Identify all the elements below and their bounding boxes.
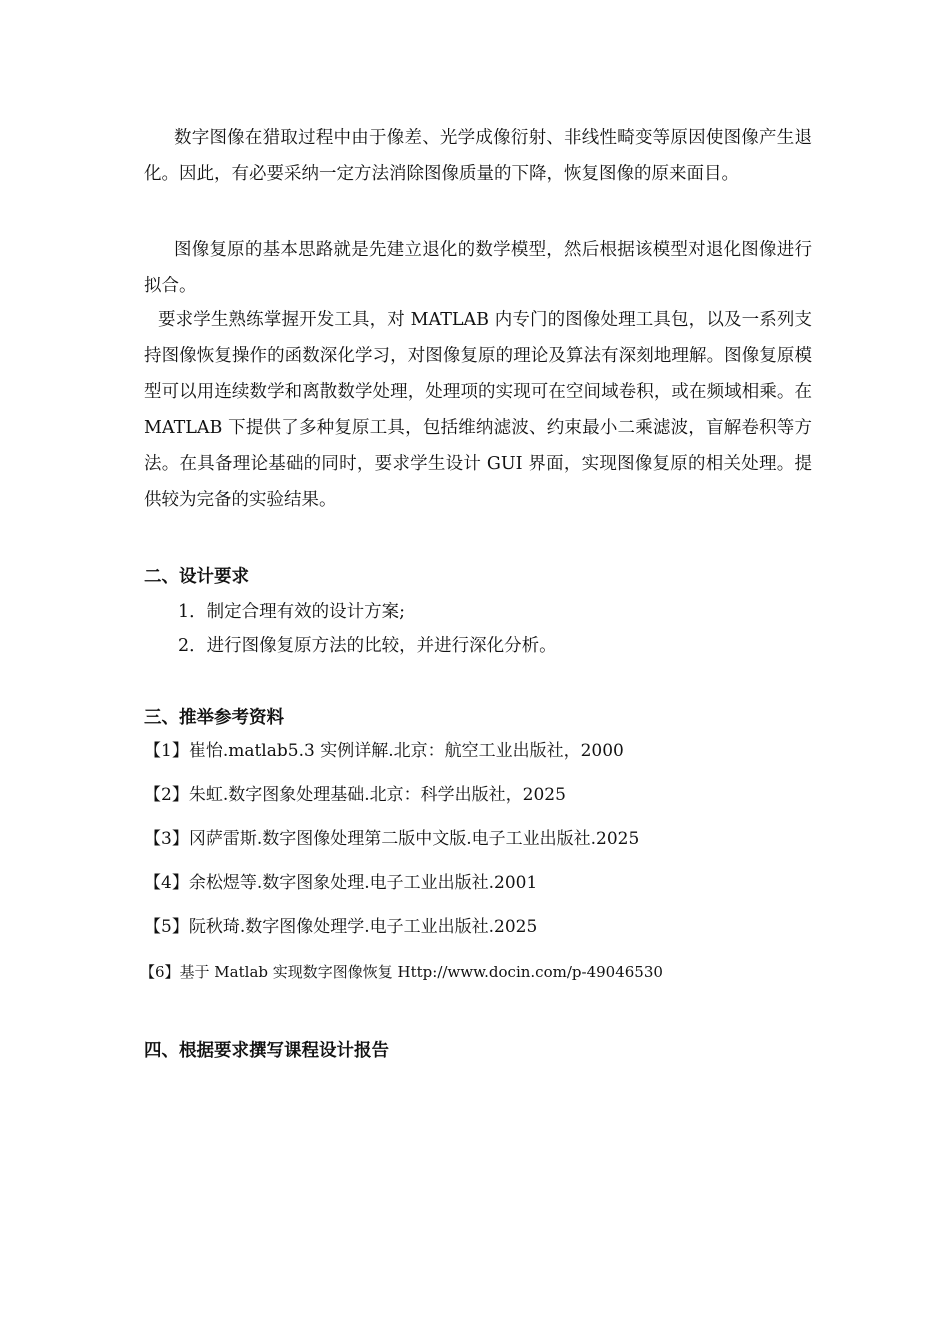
reference-item-6: 【6】基于 Matlab 实现数字图像恢复 Http://www.docin.com/p-49046530 [140, 963, 663, 981]
reference-item-1: 【1】崔怡.matlab5.3 实例详解.北京：航空工业出版社，2000 [144, 741, 624, 761]
intro-paragraph-3: 要求学生熟练掌握开发工具，对 MATLAB 内专门的图像处理工具包，以及一系列支持图像恢复操作的函数深化学习，对图像复原的理论及算法有深刻地理解。图像复原模型可以用连续数学和离散数学处理，处理项的实现可在空间域卷积，或在频域相乘。在 MATLAB 下提供了多种复原工具，包括维纳滤波、约束最小二乘滤波，盲解卷积等方法。在具备理论基础的同时，要求学生设计 GUI 界面，实现图像复原的相关处理。提供较为完备的实验结果。 [144, 310, 812, 510]
intro-paragraph-2: 图像复原的基本思路就是先建立退化的数学模型，然后根据该模型对退化图像进行拟合。 [144, 240, 812, 296]
requirement-item-1: 1．制定合理有效的设计方案; [178, 602, 406, 622]
intro-paragraph-1: 数字图像在猎取过程中由于像差、光学成像衍射、非线性畸变等原因使图像产生退化。因此，有必要采纳一定方法消除图像质量的下降，恢复图像的原来面目。 [144, 128, 812, 184]
reference-item-5: 【5】阮秋琦.数字图像处理学.电子工业出版社.2025 [144, 917, 538, 937]
reference-item-3: 【3】冈萨雷斯.数字图像处理第二版中文版.电子工业出版社.2025 [144, 829, 640, 849]
reference-item-2: 【2】朱虹.数字图象处理基础.北京：科学出版社，2025 [144, 785, 566, 805]
section-heading-report: 四、根据要求撰写课程设计报告 [144, 1041, 389, 1061]
section-heading-references: 三、推举参考资料 [144, 708, 284, 728]
requirement-item-2: 2．进行图像复原方法的比较，并进行深化分析。 [178, 636, 557, 656]
section-heading-design-requirements: 二、设计要求 [144, 567, 249, 587]
reference-item-4: 【4】余松煜等.数字图象处理.电子工业出版社.2001 [144, 873, 538, 893]
